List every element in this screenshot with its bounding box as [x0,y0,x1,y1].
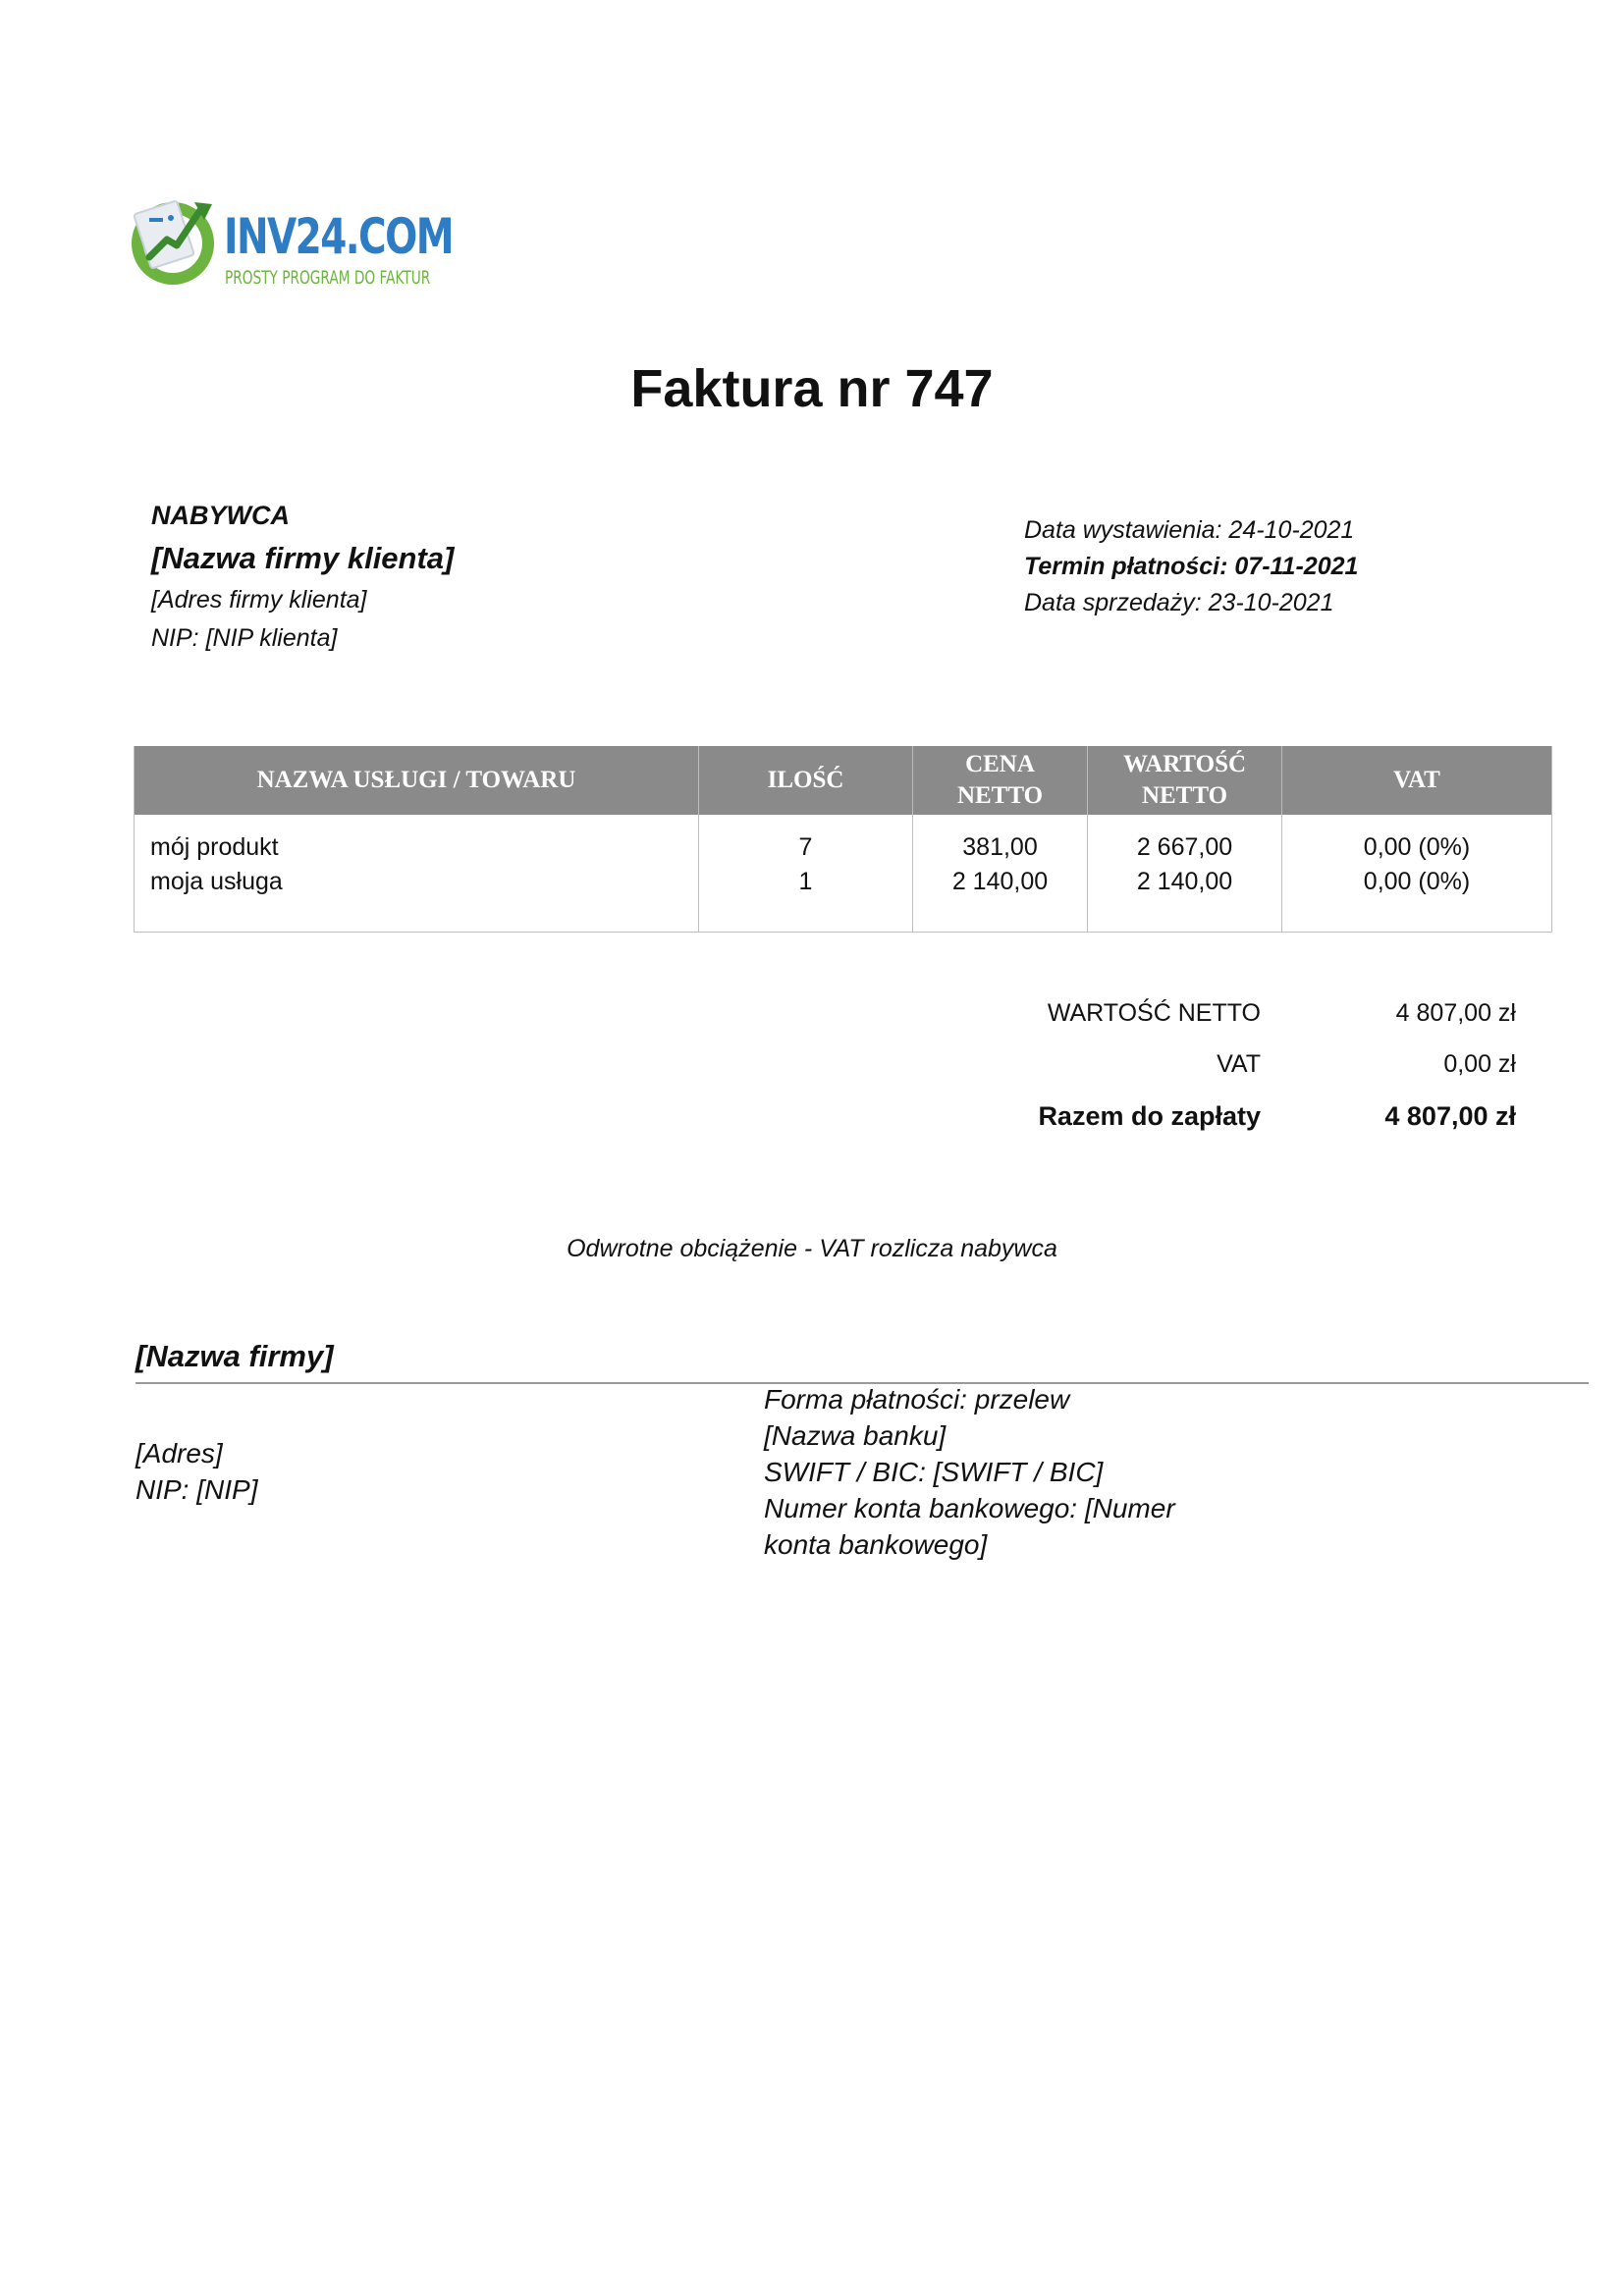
cell-name: mój produkt moja usługa [135,815,699,933]
sale-date: Data sprzedaży: 23-10-2021 [1024,589,1334,616]
dates-block [1024,512,1358,621]
payment-method: Forma płatności: przelew [764,1384,1070,1415]
col-header-price: CENA NETTO [913,746,1088,815]
summary-block [943,999,1532,1152]
table-row [135,815,1552,933]
invoice-title: Faktura nr 747 [630,359,994,418]
issue-date: Data wystawienia: 24-10-2021 [1024,516,1355,544]
summary-vat-value: 0,00 zł [1443,1050,1516,1078]
cell-vat: 0,00 (0%) 0,00 (0%) [1282,815,1552,933]
seller-nip: NIP: [NIP] [135,1474,258,1505]
col-header-vat: VAT [1282,746,1552,815]
summary-total-label: Razem do zapłaty [1038,1101,1261,1131]
bank-name: [Nazwa banku] [764,1420,947,1451]
summary-net-value: 4 807,00 zł [1395,999,1516,1027]
col-header-net: WARTOŚĆ NETTO [1088,746,1282,815]
cell-price: 381,00 2 140,00 [913,815,1088,933]
buyer-label: NABYWCA [151,501,290,530]
buyer-nip: NIP: [NIP klienta] [151,624,338,652]
col-header-name: NAZWA USŁUGI / TOWARU [135,746,699,815]
summary-vat-label: VAT [1217,1050,1261,1078]
seller-details [135,1435,257,1508]
swift-bic: SWIFT / BIC: [SWIFT / BIC] [764,1457,1104,1487]
summary-net-label: WARTOŚĆ NETTO [1047,999,1261,1027]
logo-brand: INV24.COM [224,208,453,265]
buyer-name: [Nazwa firmy klienta] [151,541,455,575]
logo [128,188,453,296]
seller-name: [Nazwa firmy] [135,1339,334,1373]
col-header-qty: ILOŚĆ [699,746,913,815]
seller-address: [Adres] [135,1438,223,1468]
buyer-block [151,501,454,653]
summary-total-value: 4 807,00 zł [1384,1101,1516,1131]
cell-net: 2 667,00 2 140,00 [1088,815,1282,933]
due-date: Termin płatności: 07-11-2021 [1024,553,1359,580]
summary-net-row [943,999,1532,1050]
summary-total-row [943,1101,1532,1152]
bank-account: Numer konta bankowego: [Numer konta bankowego] [764,1493,1175,1560]
logo-chart-icon [128,188,221,292]
summary-vat-row [943,1050,1532,1101]
reverse-charge-note: Odwrotne obciążenie - VAT rozlicza nabywca [567,1235,1057,1262]
items-table [134,746,1552,933]
buyer-address: [Adres firmy klienta] [151,586,367,614]
logo-tagline: PROSTY PROGRAM DO FAKTUR [225,267,431,289]
table-header-row [135,746,1552,815]
cell-qty: 7 1 [699,815,913,933]
payment-details [764,1381,1235,1563]
